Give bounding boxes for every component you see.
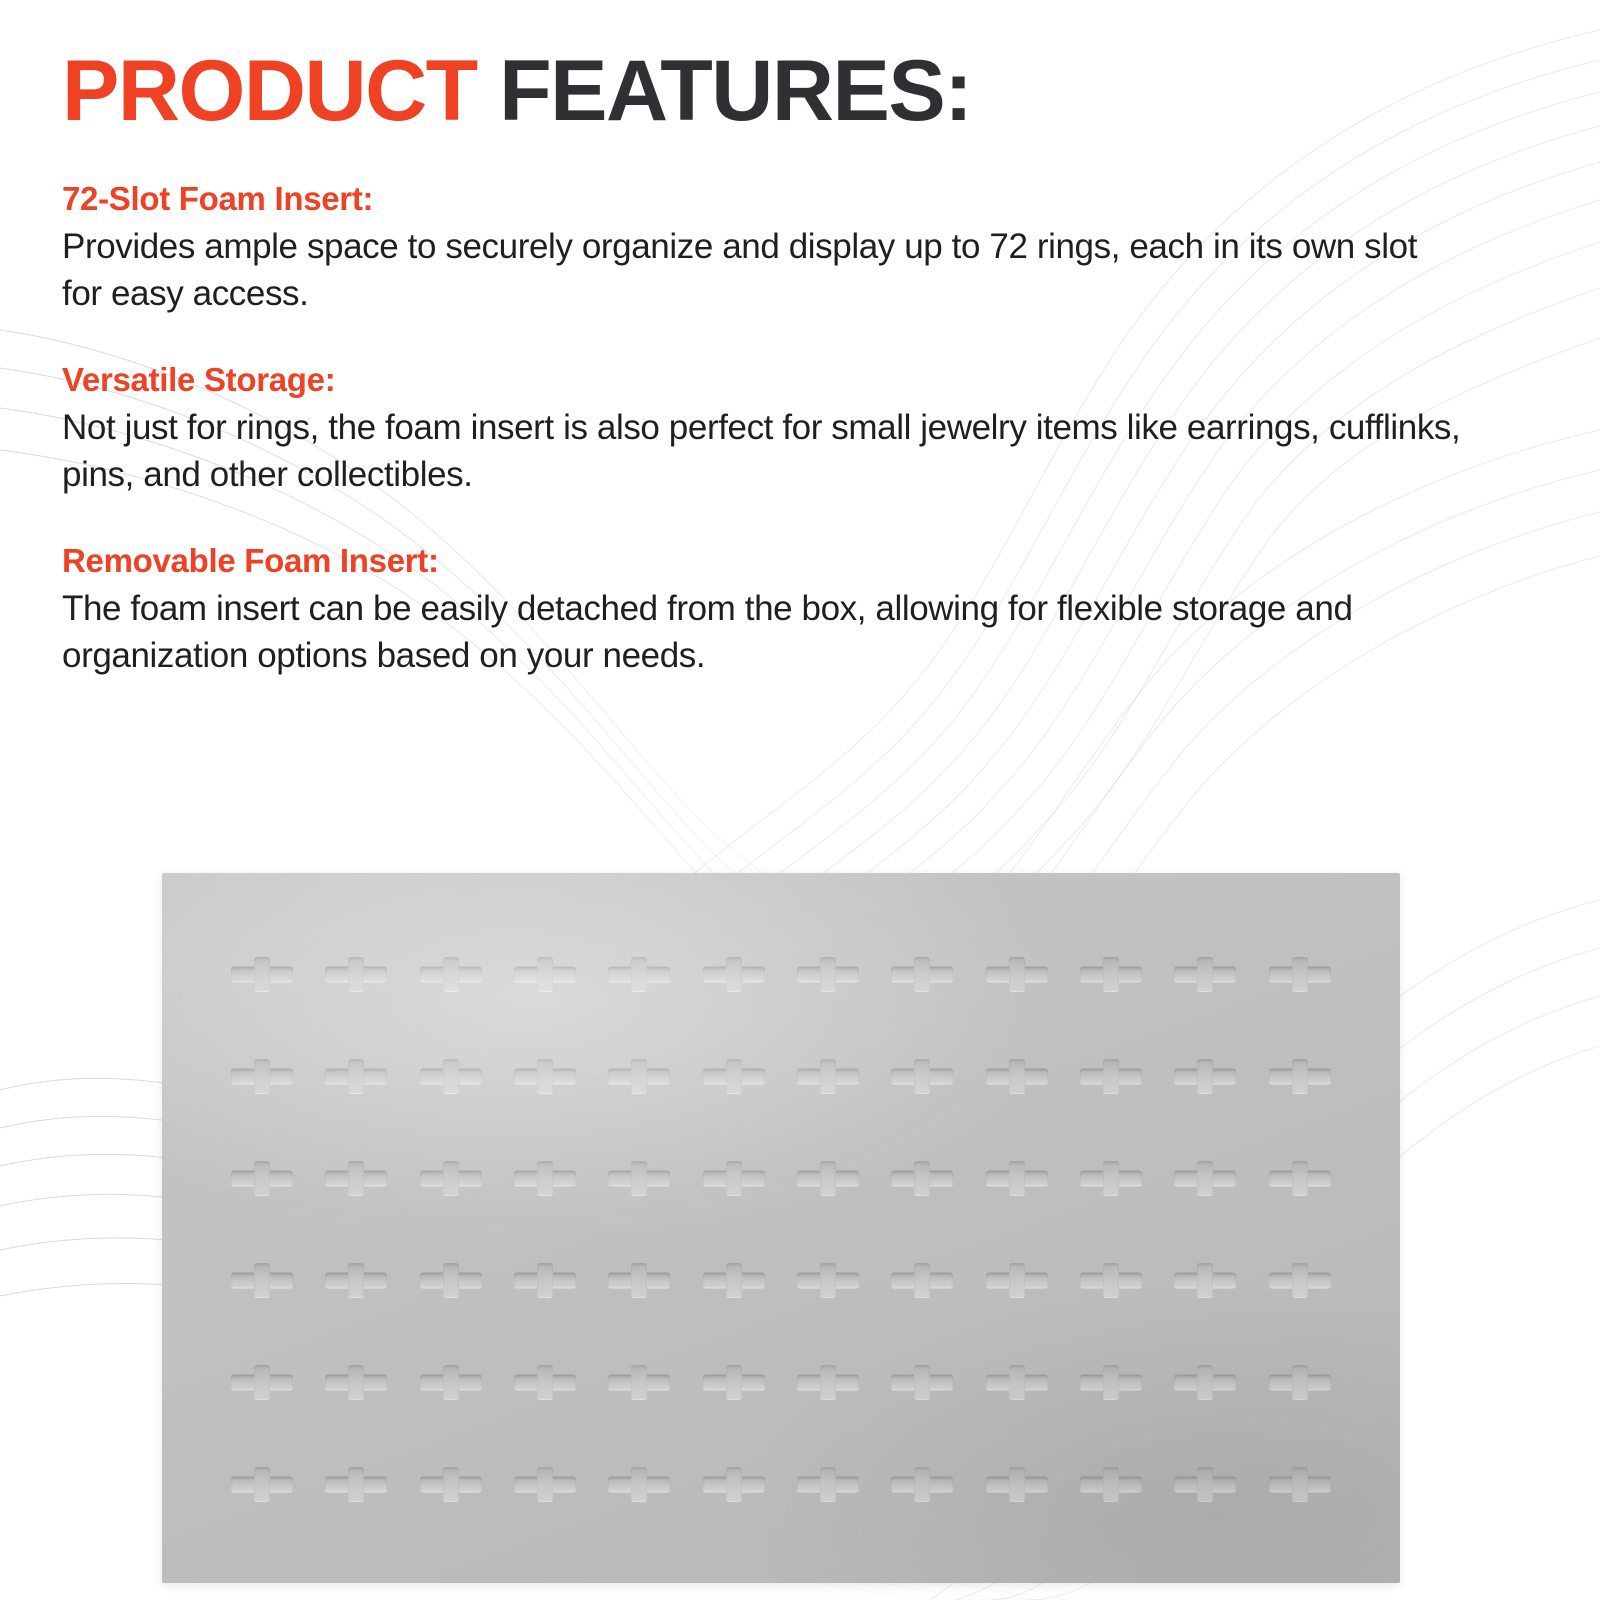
ring-slot <box>1067 1339 1155 1425</box>
ring-slot <box>407 1135 495 1221</box>
ring-slot <box>973 1135 1061 1221</box>
ring-slot <box>501 1135 589 1221</box>
ring-slot <box>973 1237 1061 1323</box>
ring-slot <box>312 1339 400 1425</box>
feature-title: 72-Slot Foam Insert: <box>62 180 374 217</box>
ring-slot <box>407 1033 495 1119</box>
ring-slot <box>407 1237 495 1323</box>
ring-slot <box>595 1441 683 1527</box>
foam-insert-image <box>162 873 1400 1583</box>
ring-slot <box>1067 1237 1155 1323</box>
ring-slot <box>878 1033 966 1119</box>
ring-slot <box>218 1339 306 1425</box>
ring-slot <box>218 1135 306 1221</box>
ring-slot <box>690 1033 778 1119</box>
ring-slot <box>690 1135 778 1221</box>
ring-slot <box>784 1339 872 1425</box>
feature-body: Provides ample space to securely organize and display up to 72 rings, each in its own slot for easy access. <box>62 227 1418 313</box>
ring-slot <box>1161 1033 1249 1119</box>
ring-slot <box>1161 931 1249 1017</box>
ring-slot <box>312 1237 400 1323</box>
feature-item <box>62 180 1540 317</box>
feature-title: Versatile Storage: <box>62 361 336 399</box>
features-content <box>0 0 1600 679</box>
ring-slot <box>690 931 778 1017</box>
ring-slot <box>407 1339 495 1425</box>
ring-slot <box>1067 1033 1155 1119</box>
feature-item <box>62 361 1540 498</box>
page-title-accent: PRODUCT <box>62 43 477 139</box>
ring-slot <box>407 931 495 1017</box>
ring-slot <box>218 1441 306 1527</box>
ring-slot <box>690 1237 778 1323</box>
ring-slot <box>784 931 872 1017</box>
ring-slot <box>501 931 589 1017</box>
ring-slot <box>218 1237 306 1323</box>
page-title <box>62 43 1540 139</box>
ring-slot <box>878 931 966 1017</box>
ring-slot <box>312 1033 400 1119</box>
ring-slot <box>218 931 306 1017</box>
ring-slot <box>312 1441 400 1527</box>
ring-slot <box>501 1339 589 1425</box>
ring-slot <box>1256 1135 1344 1221</box>
ring-slot <box>784 1441 872 1527</box>
ring-slot <box>1161 1441 1249 1527</box>
ring-slot <box>595 1135 683 1221</box>
page-title-rest: FEATURES: <box>476 43 972 139</box>
ring-slot <box>501 1237 589 1323</box>
ring-slot <box>878 1339 966 1425</box>
ring-slot <box>218 1033 306 1119</box>
ring-slot-grid <box>218 931 1344 1527</box>
ring-slot <box>595 1339 683 1425</box>
ring-slot <box>1256 1441 1344 1527</box>
ring-slot <box>407 1441 495 1527</box>
ring-slot <box>501 1033 589 1119</box>
feature-item <box>62 542 1540 679</box>
ring-slot <box>690 1441 778 1527</box>
ring-slot <box>784 1033 872 1119</box>
ring-slot <box>878 1441 966 1527</box>
ring-slot <box>973 1339 1061 1425</box>
ring-slot <box>312 931 400 1017</box>
ring-slot <box>973 1033 1061 1119</box>
ring-slot <box>595 931 683 1017</box>
ring-slot <box>595 1033 683 1119</box>
ring-slot <box>1256 931 1344 1017</box>
product-image-area <box>0 865 1600 1600</box>
ring-slot <box>1161 1135 1249 1221</box>
ring-slot <box>1067 1135 1155 1221</box>
ring-slot <box>1256 1237 1344 1323</box>
ring-slot <box>878 1135 966 1221</box>
ring-slot <box>1161 1237 1249 1323</box>
ring-slot <box>973 931 1061 1017</box>
ring-slot <box>1161 1339 1249 1425</box>
ring-slot <box>973 1441 1061 1527</box>
ring-slot <box>1256 1339 1344 1425</box>
feature-body: Not just for rings, the foam insert is also perfect for small jewelry items like earrings, cufflinks, pins, and other collectibles. <box>62 408 1461 494</box>
feature-body: The foam insert can be easily detached from the box, allowing for flexible storage and organization options based on your needs. <box>62 589 1353 675</box>
ring-slot <box>595 1237 683 1323</box>
ring-slot <box>501 1441 589 1527</box>
ring-slot <box>690 1339 778 1425</box>
ring-slot <box>878 1237 966 1323</box>
ring-slot <box>312 1135 400 1221</box>
ring-slot <box>1067 931 1155 1017</box>
feature-title: Removable Foam Insert: <box>62 542 439 580</box>
ring-slot <box>784 1237 872 1323</box>
ring-slot <box>1256 1033 1344 1119</box>
ring-slot <box>1067 1441 1155 1527</box>
ring-slot <box>784 1135 872 1221</box>
